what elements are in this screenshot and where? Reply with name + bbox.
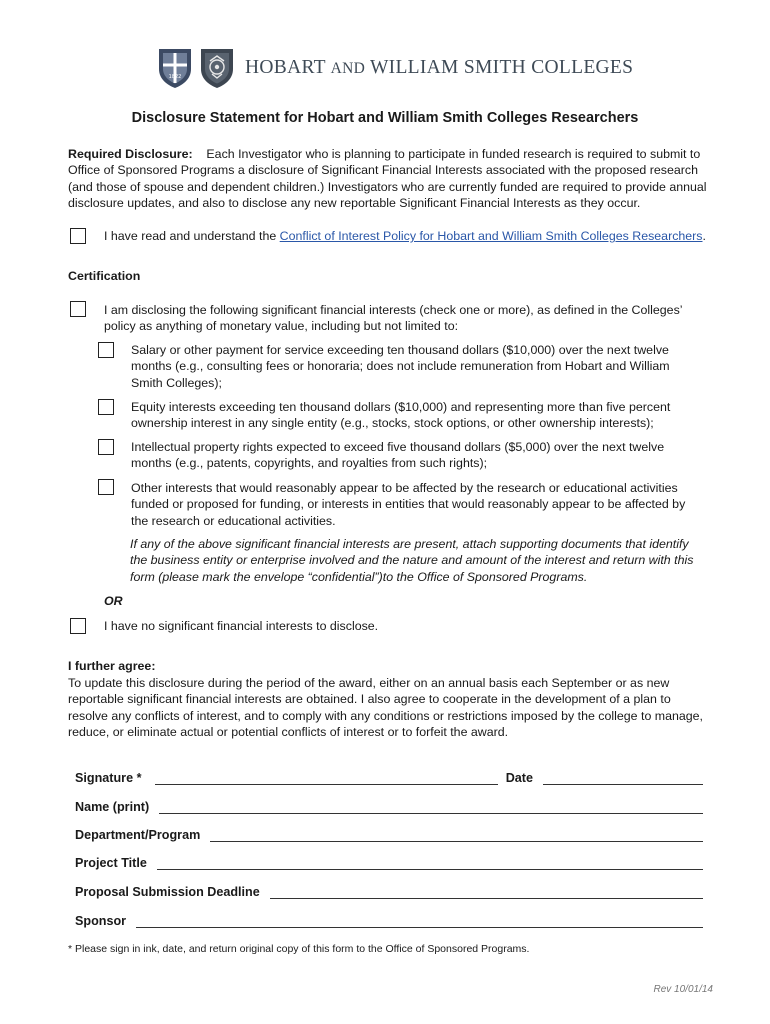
disclosing-checkbox[interactable] [70,301,86,317]
required-disclosure-label: Required Disclosure: [68,147,193,161]
sponsor-line[interactable] [136,915,703,928]
deadline-label: Proposal Submission Deadline [75,885,260,899]
intellectual-property-checkbox[interactable] [98,439,114,455]
hobart-shield-icon [157,47,193,89]
deadline-row [75,881,703,899]
equity-checkbox[interactable] [98,399,114,415]
signature-row [75,767,703,785]
conflict-policy-link[interactable]: Conflict of Interest Policy for Hobart and William Smith Colleges Researchers [279,229,703,243]
or-label: OR [104,594,123,608]
footnote: * Please sign in ink, date, and return original copy of this form to the Office of Sponsored Programs. [68,943,530,955]
salary-checkbox[interactable] [98,342,114,358]
college-name: HOBART AND WILLIAM SMITH COLLEGES [245,57,634,78]
equity-item: Equity interests exceeding ten thousand dollars ($10,000) and representing more than five percent ownership interest in any single entity (e.g., stocks, stock options, or other ownership interests); [131,400,671,431]
project-title-row [75,852,703,870]
signature-line[interactable] [155,772,497,785]
name-line[interactable] [159,801,703,814]
william-smith-shield-icon [199,47,235,89]
revision-label: Rev 10/01/14 [653,984,713,995]
policy-read-checkbox[interactable] [70,228,86,244]
disclosing-statement: I am disclosing the following significant financial interests (check one or more), as defined in the Colleges’ policy as anything of monetary value, including but not limited to: [104,303,683,334]
sponsor-label: Sponsor [75,914,127,928]
intellectual-property-item: Intellectual property rights expected to exceed five thousand dollars ($5,000) over the next twelve months (e.g., patents, copyrights, and royalties from such rights); [131,440,665,471]
college-logo [157,46,633,90]
policy-read-statement: I have read and understand the Conflict of Interest Policy for Hobart and William Smith Colleges Researchers. [104,229,706,243]
department-row [75,824,703,842]
supporting-documents-note: If any of the above significant financial interests are present, attach supporting documents that identify the business entity or enterprise involved and the nature and amount of the interest and return with this form (please mark the envelope “confidential”)to the Office of Sponsored Programs. [130,537,694,584]
name-row [75,796,703,814]
salary-item: Salary or other payment for service exceeding ten thousand dollars ($10,000) over the next twelve months (e.g., consulting fees or honoraria; does not include remuneration from Hobart and William Smith Colleges); [131,343,670,390]
page-title: Disclosure Statement for Hobart and William Smith Colleges Researchers [131,110,639,126]
project-title-line[interactable] [157,857,703,870]
name-label: Name (print) [75,800,150,814]
no-interests-checkbox[interactable] [70,618,86,634]
signature-label: Signature * [75,771,142,785]
project-title-label: Project Title [75,856,147,870]
certification-heading: Certification [68,269,141,283]
required-disclosure [68,146,708,212]
svg-text:1822: 1822 [168,74,182,80]
other-interests-item: Other interests that would reasonably appear to be affected by the research or educational activities funded or proposed for funding, or interests in entities that would reasonably appear to be affected by the research or educational activities. [131,481,686,528]
other-interests-checkbox[interactable] [98,479,114,495]
further-agree-text: To update this disclosure during the period of the award, either on an annual basis each September or as new reportable significant financial interests are obtained. I also agree to cooperate in the development of a plan to resolve any conflicts of interest, and to comply with any conditions or restrictions imposed by the college to manage, reduce, or eliminate actual or potential conflicts of interest or to forfeit the award. [68,676,703,740]
department-line[interactable] [210,829,703,842]
further-agree-heading: I further agree: [68,659,156,673]
date-label: Date [505,771,533,785]
no-interests-statement: I have no significant financial interests to disclose. [104,619,379,633]
sponsor-row [75,910,703,928]
required-disclosure-text: Each Investigator who is planning to participate in funded research is required to submit to Office of Sponsored Programs a disclosure of Significant Financial Interests associated with the proposed research (and those of spouse and dependent children.) Investigators who are currently funded are required to provide annual disclosure updates, and also to disclose any new reportable Significant Financial Interests as they occur. [68,147,707,211]
deadline-line[interactable] [270,886,703,899]
date-line[interactable] [543,772,703,785]
department-label: Department/Program [75,828,201,842]
